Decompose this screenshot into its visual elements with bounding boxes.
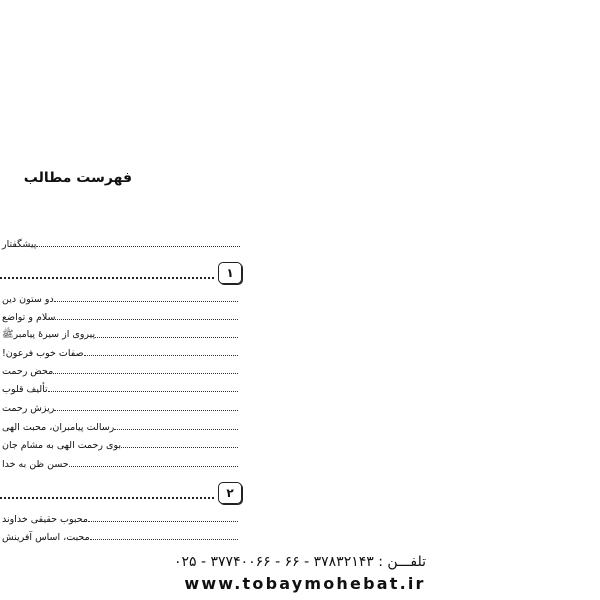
toc-entry-label: پیشگفتار [2,238,37,250]
chapter-heading-1[interactable] [0,260,242,286]
dotted-leader [95,337,238,338]
toc-entry[interactable] [0,345,238,361]
dotted-leader [36,246,240,247]
toc-entry-label: محبوب حقیقی خداوند [2,513,88,525]
toc-entry[interactable] [0,381,238,397]
chapter-heading-2[interactable] [0,480,242,506]
toc-entry-label: محض رحمت [2,365,54,377]
dotted-leader [84,355,238,356]
dotted-leader [90,539,238,540]
toc-entry[interactable] [0,327,238,343]
toc-entry-label: تألیف قلوب [2,383,48,395]
toc-entry-label: بوی رحمت الهی به مشام جان [2,439,122,451]
toc-entry[interactable] [0,309,238,325]
toc-entry-label: ریزش رحمت [2,402,55,414]
toc-entry[interactable] [0,400,238,416]
page-title: فهرست مطالب [23,170,132,186]
toc-entry[interactable] [0,456,238,472]
toc-entry[interactable] [0,363,238,379]
toc-entry-preface[interactable] [0,236,240,252]
dotted-leader [121,447,238,448]
chapter-number-box: ۲ [218,482,242,504]
footer-phone: تلفـــن : ۳۷۸۳۲۱۴۳ - ۶۶ - ۳۷۷۴۰۰۶۶ - ۰۲۵ [174,554,426,570]
dotted-leader [48,391,238,392]
dotted-leader [0,277,214,279]
toc-entry-label: صفات خوب فرعون! [2,347,84,359]
chapter-number-box: ۱ [218,262,242,284]
dotted-leader [54,410,238,411]
dotted-leader [69,466,238,467]
dotted-leader [88,521,238,522]
dotted-leader [114,429,238,430]
toc-entry-label: رسالت پیامبران، محبت الهی [2,421,115,433]
toc-entry[interactable] [0,529,238,545]
toc-entry-label: پیروی از سیرۀ پیامبرﷺ [2,329,96,340]
toc-entry-label: سلام و تواضع [2,311,56,323]
toc-entry-label: دو ستون دین [2,293,54,305]
toc-entry[interactable] [0,291,238,307]
dotted-leader [53,373,238,374]
toc-entry[interactable] [0,419,238,435]
toc-entry-label: محبت، اساس آفرینش [2,531,90,543]
dotted-leader [54,301,238,302]
toc-entry-label: حسن ظن به خدا [2,458,69,470]
dotted-leader [0,497,214,499]
dotted-leader [55,319,238,320]
toc-entry[interactable] [0,437,238,453]
toc-entry[interactable] [0,511,238,527]
footer-website[interactable]: www.tobaymohebat.ir [184,574,426,593]
